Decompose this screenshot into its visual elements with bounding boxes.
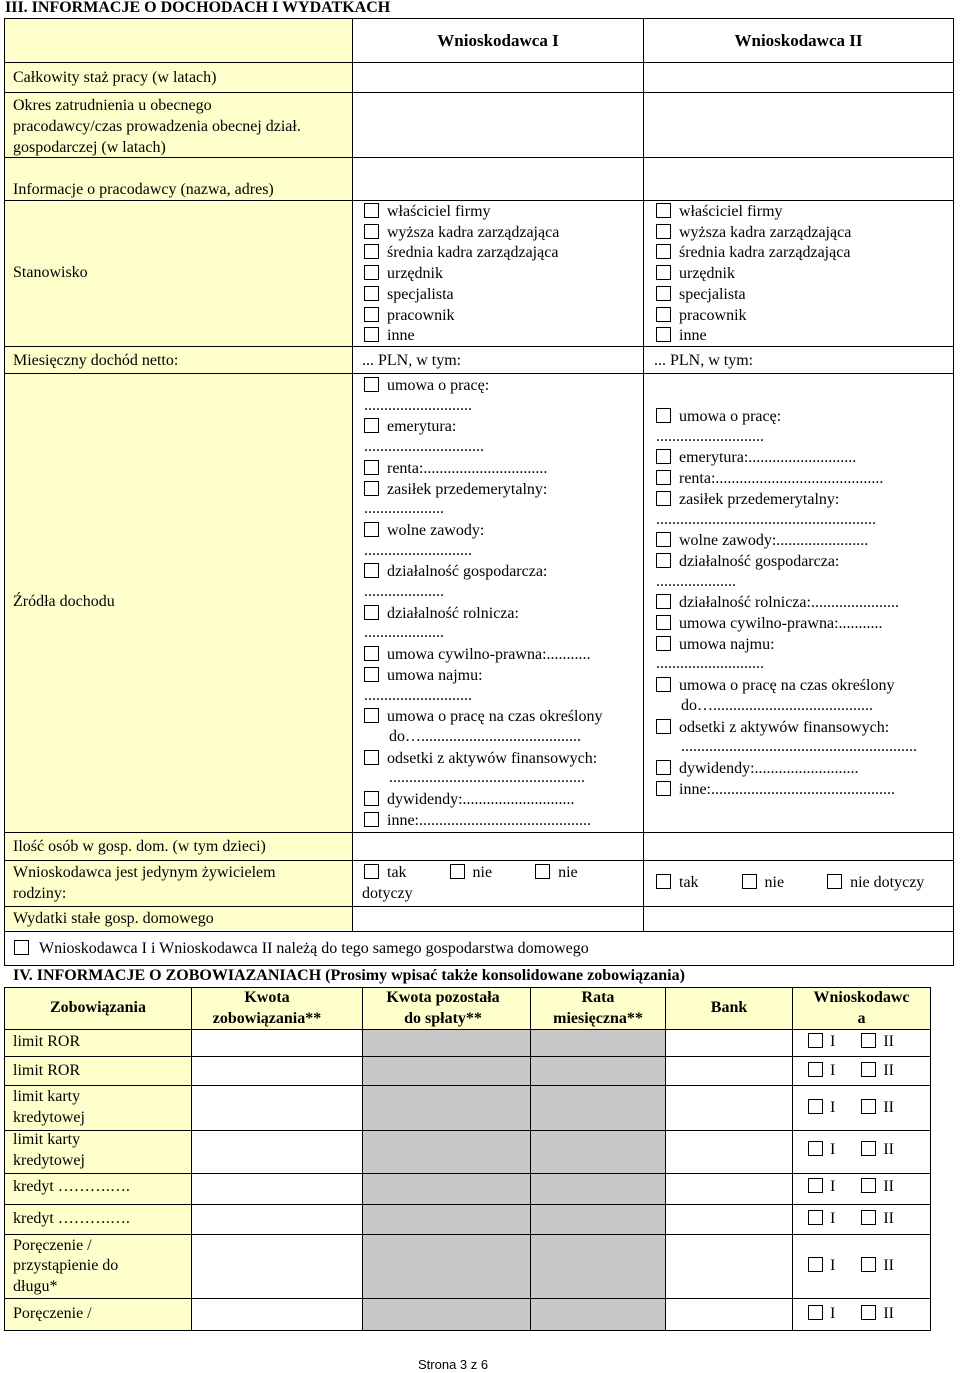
checkbox-icon[interactable] (861, 1178, 876, 1193)
page-number: Strona 3 z 6 (418, 1357, 489, 1372)
disabled-cell (362, 1029, 530, 1330)
source-employment-amount[interactable]: ........................... (656, 427, 764, 445)
checkbox-icon[interactable] (364, 286, 379, 301)
position-clerk[interactable]: urzędnik (364, 264, 443, 285)
header-bank: Bank (710, 999, 748, 1016)
checkbox-icon[interactable] (364, 812, 379, 827)
applicant-choice (808, 1257, 894, 1275)
applicant-1-option[interactable]: I (808, 1210, 861, 1227)
label-zrodla: Źródła dochodu (13, 593, 115, 610)
source-agriculture[interactable]: działalność rolnicza:...................... (656, 593, 899, 614)
source-free-profession[interactable]: wolne zawody:....................... (656, 531, 868, 552)
applicant-1-option[interactable]: I (808, 1033, 861, 1050)
position-specialist[interactable]: specjalista (656, 285, 746, 306)
liability-label: długu* (13, 1278, 58, 1295)
source-business-amount[interactable]: .................... (364, 583, 444, 600)
checkbox-icon[interactable] (656, 719, 671, 734)
source-financial-assets[interactable]: odsetki z aktywów finansowych: (364, 749, 597, 770)
liability-label: limit ROR (13, 1062, 81, 1079)
liability-label: limit karty (13, 1131, 81, 1148)
label-ilosc: Ilość osób w gosp. dom. (w tym dzieci) (13, 838, 266, 855)
source-preretirement-amount[interactable]: .................... (364, 500, 444, 518)
applicant-1-option[interactable]: I (808, 1141, 861, 1158)
source-fixed-term-until[interactable]: do…........................................ (389, 727, 581, 745)
liability-label: Poręczenie / (13, 1305, 92, 1322)
label-jedynym-1: Wnioskodawca jest jedynym żywicielem (13, 864, 276, 881)
applicant-2-option[interactable]: II (861, 1178, 894, 1195)
liability-label: Poręczenie / (13, 1237, 92, 1254)
checkbox-icon[interactable] (656, 491, 671, 506)
header-applicant-line-2: a (857, 1010, 866, 1027)
source-agriculture-amount[interactable]: .................... (364, 624, 444, 642)
position-other[interactable]: inne (656, 326, 707, 347)
source-free-profession-amount[interactable]: ........................... (364, 541, 472, 559)
source-financial-assets-amount[interactable]: ........................................................... (681, 738, 917, 756)
same-household-option[interactable]: Wnioskodawca I i Wnioskodawca II należą do tego samego gospodarstwa domowego (14, 940, 589, 958)
label-okres-2: pracodawcy/czas prowadzenia obecnej dział. (13, 118, 301, 135)
source-employment-amount[interactable]: ........................... (364, 396, 472, 414)
checkbox-icon[interactable] (656, 636, 671, 651)
checkbox-icon[interactable] (656, 307, 671, 322)
checkbox-icon[interactable] (364, 646, 379, 661)
sole-breadwinner-applicant-1 (364, 864, 578, 882)
applicant-choice (808, 1210, 894, 1228)
source-preretirement[interactable]: zasiłek przedemerytalny: (364, 480, 547, 501)
section-4-title: IV. INFORMACJE O ZOBOWIAZANIACH (Prosimy wpisać także konsolidowane zobowiązania) (13, 967, 685, 984)
applicant-2-option[interactable]: II (861, 1141, 894, 1158)
source-civil-contract[interactable]: umowa cywilno-prawna:........... (364, 645, 591, 666)
position-owner[interactable]: właściciel firmy (364, 202, 491, 223)
checkbox-icon[interactable] (861, 1210, 876, 1225)
label-pracodawca: Informacje o pracodawcy (nazwa, adres) (13, 181, 274, 198)
checkbox-icon[interactable] (364, 418, 379, 433)
checkbox-icon[interactable] (364, 377, 379, 392)
source-employment[interactable]: umowa o pracę: (364, 376, 489, 397)
source-free-profession[interactable]: wolne zawody: (364, 521, 484, 542)
section-3-title: III. INFORMACJE O DOCHODACH I WYDATKACH (5, 0, 391, 16)
label-staz: Całkowity staż pracy (w latach) (13, 69, 217, 86)
position-worker[interactable]: pracownik (364, 306, 455, 327)
checkbox-icon[interactable] (364, 605, 379, 620)
checkbox-icon[interactable] (656, 203, 671, 218)
checkbox-icon[interactable] (364, 203, 379, 218)
header-remaining-line-1: Kwota pozostała (386, 989, 500, 1006)
source-agriculture[interactable]: działalność rolnicza: (364, 604, 519, 625)
source-rental[interactable]: umowa najmu: (364, 666, 483, 687)
header-background (5, 19, 352, 62)
header-installment-line-1: Rata (581, 989, 615, 1006)
checkbox-icon[interactable] (656, 677, 671, 692)
checkbox-icon[interactable] (808, 1141, 823, 1156)
source-preretirement-amount[interactable]: ....................................................... (656, 510, 876, 528)
applicant-choice (808, 1141, 894, 1159)
source-other[interactable]: inne:.............................................. (656, 780, 895, 801)
checkbox-icon[interactable] (861, 1141, 876, 1156)
checkbox-icon[interactable] (861, 1305, 876, 1320)
header-liabilities: Zobowiązania (49, 999, 146, 1016)
checkbox-icon[interactable] (808, 1033, 823, 1048)
liability-label: kredyt ……….…. (13, 1210, 130, 1227)
applicant-1-option[interactable]: I (808, 1099, 861, 1116)
checkbox-icon[interactable] (808, 1210, 823, 1225)
disabled-cell (530, 1029, 665, 1330)
checkbox-icon[interactable] (656, 781, 671, 796)
checkbox-icon[interactable] (535, 864, 550, 879)
header-applicant-line-1: Wnioskodawc (813, 989, 910, 1006)
position-middle-management[interactable]: średnia kadra zarządzająca (656, 243, 850, 264)
checkbox-icon[interactable] (364, 563, 379, 578)
source-fixed-term-until[interactable]: do…........................................ (681, 696, 873, 714)
checkbox-icon[interactable] (656, 327, 671, 342)
checkbox-icon[interactable] (656, 874, 671, 889)
checkbox-icon[interactable] (861, 1257, 876, 1272)
sole-breadwinner-applicant-1-wrap: dotyczy (362, 885, 413, 902)
label-wydatki: Wydatki stałe gosp. domowego (13, 910, 214, 927)
checkbox-icon[interactable] (808, 1178, 823, 1193)
checkbox-icon[interactable] (656, 449, 671, 464)
source-rental[interactable]: umowa najmu: (656, 635, 775, 656)
checkbox-icon[interactable] (861, 1062, 876, 1077)
applicant-2-option[interactable]: II (861, 1062, 894, 1079)
checkbox-icon[interactable] (808, 1257, 823, 1272)
source-other[interactable]: inne:........................................... (364, 811, 591, 832)
applicant-choice (808, 1305, 894, 1323)
checkbox-icon[interactable] (14, 940, 29, 955)
label-jedynym-2: rodziny: (13, 885, 67, 902)
checkbox-icon[interactable] (364, 327, 379, 342)
source-preretirement[interactable]: zasiłek przedemerytalny: (656, 490, 839, 511)
label-okres-1: Okres zatrudnienia u obecnego (13, 97, 212, 114)
checkbox-icon[interactable] (656, 615, 671, 630)
source-pension[interactable]: emerytura: (364, 417, 456, 438)
applicant-2-option[interactable]: II (861, 1305, 894, 1322)
position-worker[interactable]: pracownik (656, 306, 747, 327)
checkbox-icon[interactable] (656, 265, 671, 280)
source-employment[interactable]: umowa o pracę: (656, 407, 781, 428)
checkbox-icon[interactable] (364, 265, 379, 280)
label-okres-3: gospodarczej (w latach) (13, 139, 166, 156)
sole-breadwinner-applicant-2 (656, 874, 924, 892)
source-dividends[interactable]: dywidendy:.......................... (656, 759, 859, 780)
checkbox-icon[interactable] (656, 760, 671, 775)
checkbox-icon[interactable] (364, 667, 379, 682)
column-header-applicant-1: Wnioskodawca I (437, 31, 559, 50)
option-not-applicable[interactable]: nie (535, 864, 578, 881)
source-fixed-term[interactable]: umowa o pracę na czas określony (656, 676, 894, 697)
checkbox-icon[interactable] (364, 481, 379, 496)
applicant-choice (808, 1062, 894, 1080)
header-remaining-line-2: do spłaty** (404, 1010, 482, 1027)
checkbox-icon[interactable] (656, 532, 671, 547)
source-dividends[interactable]: dywidendy:............................ (364, 790, 575, 811)
checkbox-icon[interactable] (364, 244, 379, 259)
source-business[interactable]: działalność gospodarcza: (364, 562, 547, 583)
checkbox-icon[interactable] (364, 224, 379, 239)
checkbox-icon[interactable] (742, 874, 757, 889)
source-fixed-term[interactable]: umowa o pracę na czas określony (364, 707, 602, 728)
position-senior-management[interactable]: wyższa kadra zarządzająca (656, 223, 851, 244)
label-dochod: Miesięczny dochód netto: (13, 352, 179, 369)
position-middle-management[interactable]: średnia kadra zarządzająca (364, 243, 558, 264)
position-senior-management[interactable]: wyższa kadra zarządzająca (364, 223, 559, 244)
checkbox-icon[interactable] (808, 1062, 823, 1077)
checkbox-icon[interactable] (364, 307, 379, 322)
liability-label: kredyt ……….…. (13, 1178, 130, 1195)
applicant-1-option[interactable]: I (808, 1305, 861, 1322)
source-disability[interactable]: renta:.......................................... (656, 469, 883, 490)
source-financial-assets[interactable]: odsetki z aktywów finansowych: (656, 718, 889, 739)
source-pension[interactable]: emerytura:........................... (656, 448, 856, 469)
checkbox-icon[interactable] (364, 522, 379, 537)
source-business-amount[interactable]: .................... (656, 572, 736, 590)
applicant-2-option[interactable]: II (861, 1099, 894, 1116)
checkbox-icon[interactable] (364, 864, 379, 879)
checkbox-icon[interactable] (656, 470, 671, 485)
liability-label: przystąpienie do (13, 1257, 119, 1274)
income-applicant-1[interactable]: ... PLN, w tym: (362, 352, 462, 369)
source-pension-amount[interactable]: .............................. (364, 438, 484, 456)
checkbox-icon[interactable] (827, 874, 842, 889)
source-disability[interactable]: renta:............................... (364, 459, 547, 480)
checkbox-icon[interactable] (656, 408, 671, 423)
option-no[interactable]: nie (450, 864, 536, 881)
source-civil-contract[interactable]: umowa cywilno-prawna:........... (656, 614, 883, 635)
income-applicant-2[interactable]: ... PLN, w tym: (654, 352, 754, 369)
applicant-1-option[interactable]: I (808, 1178, 861, 1195)
checkbox-icon[interactable] (364, 750, 379, 765)
position-clerk[interactable]: urzędnik (656, 264, 735, 285)
applicant-choice (808, 1033, 894, 1051)
liability-label: kredytowej (13, 1152, 85, 1169)
source-rental-amount[interactable]: ........................... (364, 686, 472, 704)
checkbox-icon[interactable] (808, 1099, 823, 1114)
header-installment-line-2: miesięczna** (553, 1010, 643, 1027)
checkbox-icon[interactable] (656, 224, 671, 239)
position-other[interactable]: inne (364, 326, 415, 347)
applicant-2-option[interactable]: II (861, 1257, 894, 1274)
liability-label: kredytowej (13, 1109, 85, 1126)
option-yes[interactable]: tak (656, 874, 742, 891)
applicant-choice (808, 1178, 894, 1196)
option-no[interactable]: nie (742, 874, 828, 891)
checkbox-icon[interactable] (656, 244, 671, 259)
source-business[interactable]: działalność gospodarcza: (656, 552, 839, 573)
checkbox-icon[interactable] (861, 1099, 876, 1114)
checkbox-icon[interactable] (656, 594, 671, 609)
liability-label: limit karty (13, 1088, 81, 1105)
header-amount-line-2: zobowiązania** (212, 1010, 322, 1027)
checkbox-icon[interactable] (364, 460, 379, 475)
checkbox-icon[interactable] (861, 1033, 876, 1048)
applicant-2-option[interactable]: II (861, 1210, 894, 1227)
source-rental-amount[interactable]: ........................... (656, 655, 764, 673)
checkbox-icon[interactable] (364, 708, 379, 723)
option-yes[interactable]: tak (364, 864, 450, 881)
option-not-applicable[interactable]: nie dotyczy (827, 874, 924, 891)
checkbox-icon[interactable] (656, 553, 671, 568)
applicant-2-option[interactable]: II (861, 1033, 894, 1050)
applicant-1-option[interactable]: I (808, 1062, 861, 1079)
applicant-choice (808, 1099, 894, 1117)
checkbox-icon[interactable] (656, 286, 671, 301)
column-header-applicant-2: Wnioskodawca II (734, 31, 863, 50)
header-amount-line-1: Kwota (244, 989, 290, 1006)
liability-label: limit ROR (13, 1033, 81, 1050)
position-specialist[interactable]: specjalista (364, 285, 454, 306)
checkbox-icon[interactable] (808, 1305, 823, 1320)
label-stanowisko: Stanowisko (13, 264, 88, 281)
position-owner[interactable]: właściciel firmy (656, 202, 783, 223)
checkbox-icon[interactable] (364, 791, 379, 806)
source-financial-assets-amount[interactable]: ................................................. (389, 769, 585, 787)
applicant-1-option[interactable]: I (808, 1257, 861, 1274)
checkbox-icon[interactable] (450, 864, 465, 879)
